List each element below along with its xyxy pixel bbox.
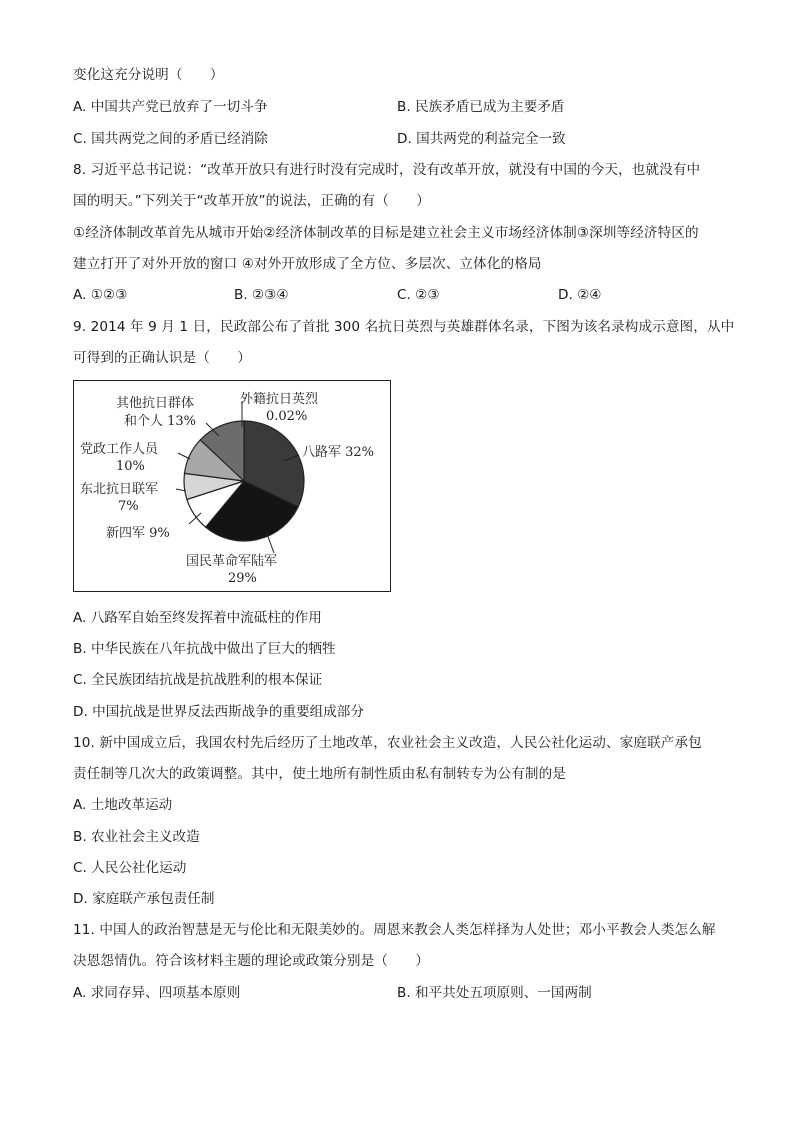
q10-option-c: C. 人民公社化运动	[73, 860, 187, 876]
label-dongbei-pct: 7%	[118, 499, 139, 514]
q7-stem-tail: 变化这充分说明（ ）	[73, 67, 224, 83]
label-qita-line1: 其他抗日群体	[116, 396, 195, 411]
q9-option-d: D. 中国抗战是世界反法西斯战争的重要组成部分	[73, 704, 364, 720]
q10-option-b: B. 农业社会主义改造	[73, 829, 200, 845]
pie-chart-figure	[73, 380, 391, 592]
q8-stem-line2: 国的明天。”下列关于“改革开放”的说法，正确的有（ ）	[73, 193, 430, 209]
label-guomin-name: 国民革命军陆军	[186, 554, 278, 569]
label-guomin-pct: 29%	[228, 571, 257, 586]
pie-chart	[74, 381, 390, 591]
q8-stem-line1: 8. 习近平总书记说：“改革开放只有进行时没有完成时，没有改革开放，就没有中国的今天，也就没有中	[73, 162, 701, 178]
label-xinsi: 新四军 9%	[106, 526, 170, 541]
q9-option-c: C. 全民族团结抗战是抗战胜利的根本保证	[73, 672, 323, 688]
q8-option-c: C. ②③	[397, 287, 440, 303]
q8-items-line2: 建立打开了对外开放的窗口 ④对外开放形成了全方位、多层次、立体化的格局	[73, 256, 542, 272]
label-waiji-pct: 0.02%	[266, 409, 308, 424]
q10-stem-line2: 责任制等几次大的政策调整。其中，使土地所有制性质由私有制转专为公有制的是	[73, 766, 566, 782]
q7-option-c: C. 国共两党之间的矛盾已经消除	[73, 131, 268, 147]
q9-option-a: A. 八路军自始至终发挥着中流砥柱的作用	[73, 610, 322, 626]
q9-option-b: B. 中华民族在八年抗战中做出了巨大的牺牲	[73, 641, 336, 657]
q8-items-line1: ①经济体制改革首先从城市开始②经济体制改革的目标是建立社会主义市场经济体制③深圳等经济特区的	[73, 225, 699, 241]
q7-option-b: B. 民族矛盾已成为主要矛盾	[397, 99, 565, 115]
label-qita-line2: 和个人 13%	[124, 414, 197, 429]
label-waiji-name: 外籍抗日英烈	[240, 392, 319, 407]
label-dangzheng-name: 党政工作人员	[80, 442, 159, 457]
q11-stem-line2: 决恩怨情仇。符合该材料主题的理论或政策分别是（ ）	[73, 953, 430, 969]
q11-option-a: A. 求同存异、四项基本原则	[73, 985, 241, 1001]
q9-stem-line2: 可得到的正确认识是（ ）	[73, 350, 252, 366]
label-balu: 八路军 32%	[302, 445, 375, 460]
q8-option-b: B. ②③④	[234, 287, 289, 303]
q10-option-a: A. 土地改革运动	[73, 797, 173, 813]
q11-option-b: B. 和平共处五项原则、一国两制	[397, 985, 592, 1001]
q7-option-d: D. 国共两党的利益完全一致	[397, 131, 566, 147]
q10-stem-line1: 10. 新中国成立后，我国农村先后经历了土地改革，农业社会主义改造，人民公社化运动、家庭联产承包	[73, 735, 702, 751]
q8-option-a: A. ①②③	[73, 287, 128, 303]
q9-stem-line1: 9. 2014 年 9 月 1 日，民政部公布了首批 300 名抗日英烈与英雄群体名录，下图为该名录构成示意图，从中	[73, 319, 735, 335]
q10-option-d: D. 家庭联产承包责任制	[73, 891, 215, 907]
q7-option-a: A. 中国共产党已放弃了一切斗争	[73, 99, 268, 115]
q8-option-d: D. ②④	[558, 287, 602, 303]
label-dangzheng-pct: 10%	[116, 459, 145, 474]
q11-stem-line1: 11. 中国人的政治智慧是无与伦比和无限美妙的。周恩来教会人类怎样择为人处世；邓小平教会人类怎么解	[73, 922, 716, 938]
label-dongbei-name: 东北抗日联军	[80, 482, 159, 497]
